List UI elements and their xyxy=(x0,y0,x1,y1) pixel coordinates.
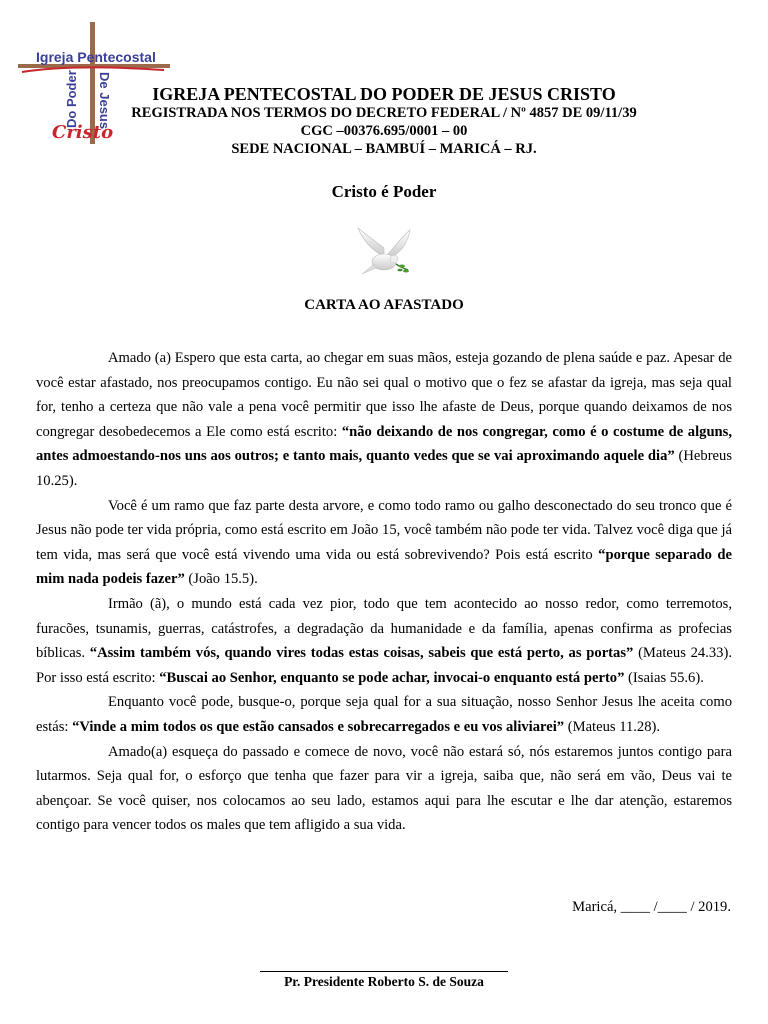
logo-right-text: De Jesus xyxy=(97,72,112,130)
paragraph-text: Você é um ramo que faz parte desta arvore, e como todo ramo ou galho desconectado do seu tronco que é Jesus não pode ter vida própria, como está escrito em João 15, você também não pode ter vida. Talvez você diga que já tem vida, mas será que você está vivendo uma vida ou está sobrevivendo? Pois está escrito xyxy=(36,497,732,563)
scripture-reference: (Hebreus 10.25). xyxy=(36,448,733,489)
dateline: Maricá, ____ /____ / 2019. xyxy=(572,899,731,915)
paragraph-text: Irmão (ã), o mundo está cada vez pior, todo que tem acontecido ao nosso redor, como terremotos, furacões, tsunamis, guerras, catástrofes, a degradação da humanidade e da família, apenas confirma as profecias bíblicas. xyxy=(36,595,732,662)
scripture-quote: “não deixando de nos congregar, como é o costume de alguns, antes admoestando-nos uns aos outros; e tanto mais, quanto vedes que se vai aproximando aquele dia” xyxy=(36,423,733,465)
cgc-line: CGC –00376.695/0001 – 00 xyxy=(300,123,468,139)
paragraph-text: Amado (a) Espero que esta carta, ao chegar em suas mãos, esteja gozando de plena saúde e paz. Apesar de você estar afastado, nos preocupamos contigo. Eu não sei qual o motivo que o fez se afastar da igreja, mas seja qual for, tenho a certeza que não vale a pena você permitir que isso lhe afaste de Deus, porque quando deixamos de nos congregar desobedecemos a Ele como está escrito: xyxy=(36,350,732,440)
paragraph-text: Enquanto você pode, busque-o, porque seja qual for a sua situação, nosso Senhor Jesus lhe aceita como estás: xyxy=(36,694,732,735)
dove-with-olive-branch-icon xyxy=(350,226,418,282)
scripture-reference: (Isaias 55.6). xyxy=(624,669,704,686)
headquarters-line: SEDE NACIONAL – BAMBUÍ – MARICÁ – RJ. xyxy=(231,141,537,157)
letter-body xyxy=(36,346,732,838)
registration-line: REGISTRADA NOS TERMOS DO DECRETO FEDERAL / Nº 4857 DE 09/11/39 xyxy=(131,105,637,121)
church-name: IGREJA PENTECOSTAL DO PODER DE JESUS CRISTO xyxy=(152,84,616,104)
paragraph-text: (Mateus 24.33). Por isso está escrito: xyxy=(36,645,732,686)
signature-line xyxy=(260,971,508,972)
logo-left-text: Do Poder xyxy=(64,70,79,128)
paragraph-3 xyxy=(36,592,732,690)
signature-name: Pr. Presidente Roberto S. de Souza xyxy=(284,974,484,989)
paragraph-4 xyxy=(36,690,732,739)
scripture-reference: (João 15.5). xyxy=(184,571,258,588)
scripture-quote: “Assim também vós, quando vires todas estas coisas, sabeis que está perto, as portas” xyxy=(89,645,634,662)
paragraph-1 xyxy=(36,346,732,494)
scripture-quote: “porque separado de mim nada podeis fazer” xyxy=(36,546,732,588)
scripture-quote: “Vinde a mim todos os que estão cansados e sobrecarregados e eu vos aliviarei” xyxy=(72,718,565,735)
motto: Cristo é Poder xyxy=(331,182,437,201)
letterhead xyxy=(96,84,672,158)
logo-bottom-text: Cristo xyxy=(52,122,114,143)
paragraph-text: Amado(a) esqueça do passado e comece de novo, você não estará só, nós estaremos juntos contigo para lutarmos. Seja qual for, o esforço que tenha que fazer para vir a igreja, saiba que, não será em vão, Deus vai te abençoar. Se você quiser, nos colocamos ao seu lado, estamos aqui para lhe escutar e lhe dar atenção, estaremos contigo para vencer todos os males que tem afligido a sua vida. xyxy=(36,743,732,834)
paragraph-5 xyxy=(36,740,732,838)
paragraph-2 xyxy=(36,494,732,592)
scripture-reference: (Mateus 11.28). xyxy=(564,718,660,735)
letter-title: CARTA AO AFASTADO xyxy=(304,297,464,313)
scripture-quote: “Buscai ao Senhor, enquanto se pode achar, invocai-o enquanto está perto” xyxy=(159,669,625,686)
logo-top-text: Igreja Pentecostal xyxy=(36,49,156,65)
